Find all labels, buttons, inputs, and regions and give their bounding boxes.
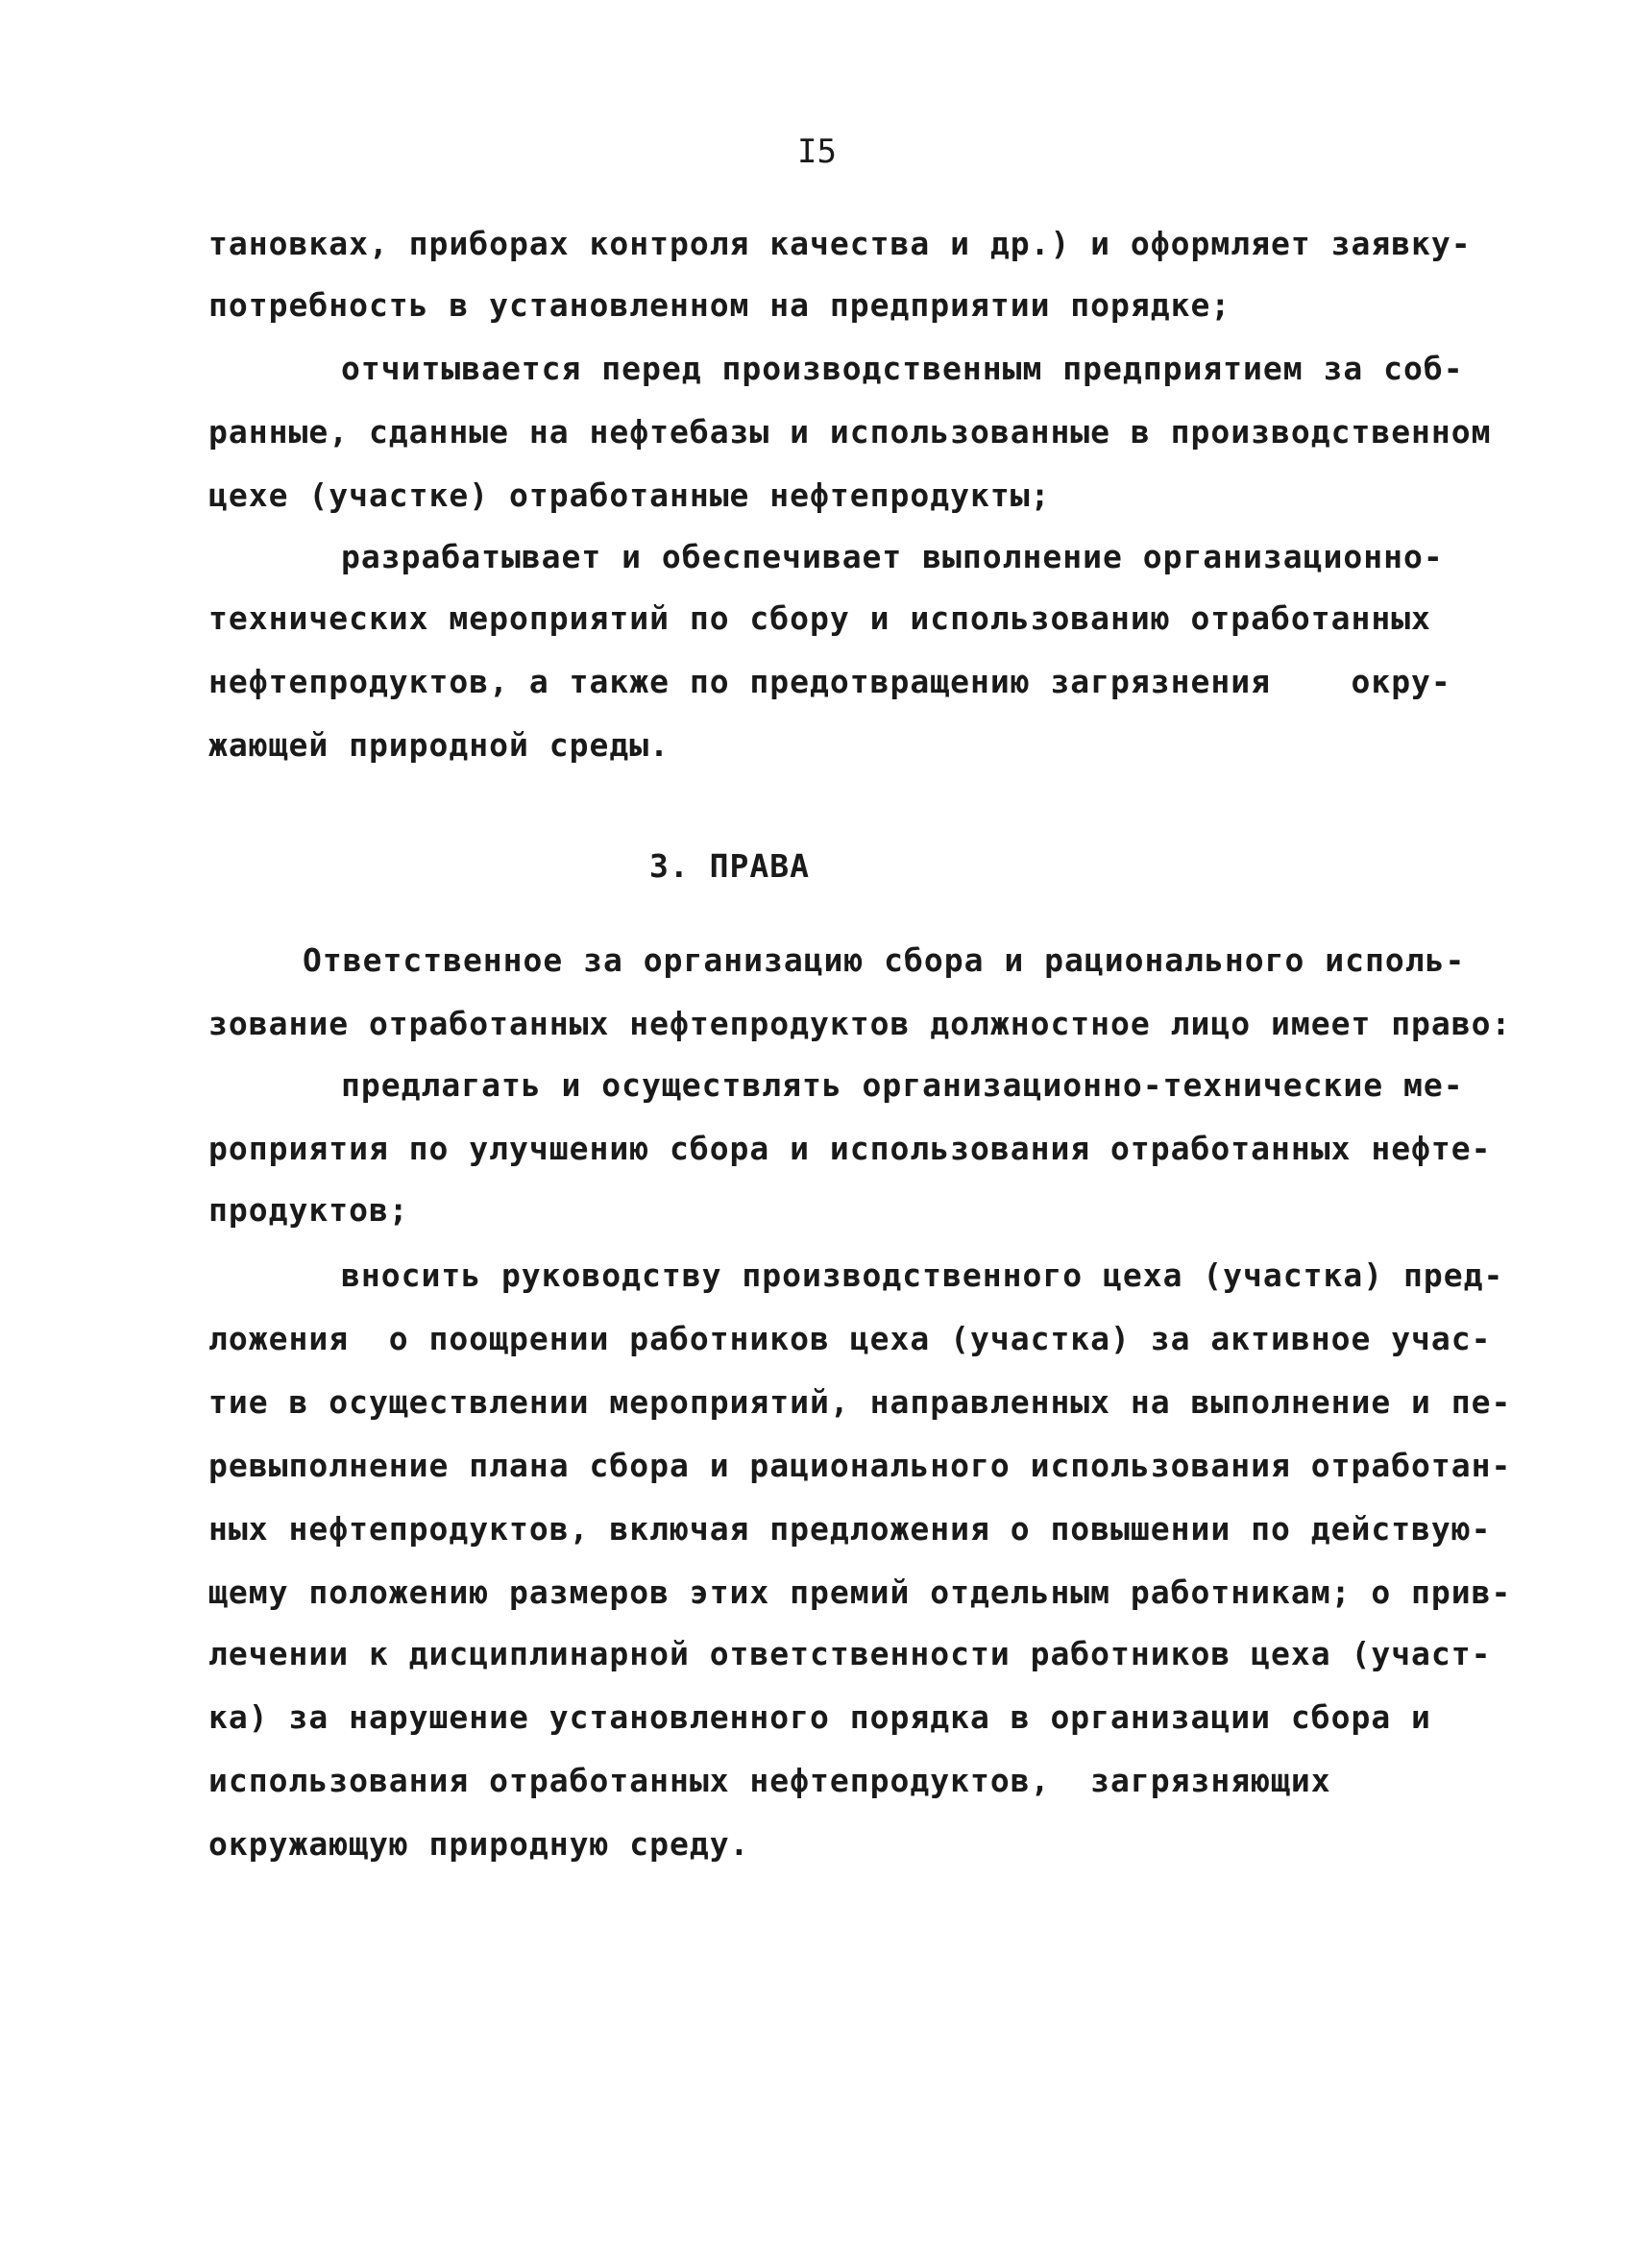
section-heading: 3. ПРАВА (649, 847, 810, 885)
text-line: зование отработанных нефтепродуктов должностное лицо имеет право: (208, 1005, 1512, 1042)
page-number: I5 (797, 133, 837, 171)
text-line: отчитывается перед производственным предприятием за соб- (341, 350, 1464, 387)
text-line: ных нефтепродуктов, включая предложения о повышении по действую- (208, 1510, 1492, 1548)
text-line: разрабатывает и обеспечивает выполнение организационно- (341, 538, 1444, 575)
text-line: продуктов; (208, 1191, 409, 1229)
text-line: предлагать и осуществлять организационно-технические ме- (341, 1066, 1464, 1104)
text-line: щему положению размеров этих премий отдельным работникам; о прив- (208, 1573, 1512, 1611)
text-line: Ответственное за организацию сбора и рационального исполь- (303, 941, 1466, 979)
text-line: окружающую природную среду. (208, 1825, 750, 1863)
text-line: жающей природной среды. (208, 726, 670, 764)
text-line: роприятия по улучшению сбора и использования отработанных нефте- (208, 1130, 1492, 1167)
text-line: ложения о поощрении работников цеха (участка) за активное учас- (208, 1320, 1492, 1357)
text-line: ревыполнение плана сбора и рационального использования отработан- (208, 1447, 1512, 1484)
text-line: технических мероприятий по сбору и использованию отработанных (208, 599, 1431, 637)
text-line: потребность в установленном на предприятии порядке; (208, 286, 1231, 324)
text-line: лечении к дисциплинарной ответственности работников цеха (участ- (208, 1635, 1492, 1672)
text-line: нефтепродуктов, а также по предотвращению загрязнения окру- (208, 663, 1451, 700)
text-line: тие в осуществлении мероприятий, направленных на выполнение и пе- (208, 1383, 1512, 1421)
text-line: цехе (участке) отработанные нефтепродукты; (208, 476, 1051, 514)
text-line: использования отработанных нефтепродуктов, загрязняющих (208, 1762, 1331, 1799)
text-line: ка) за нарушение установленного порядка в организации сбора и (208, 1698, 1431, 1736)
text-line: вносить руководству производственного цеха (участка) пред- (341, 1256, 1504, 1294)
text-line: тановках, приборах контроля качества и др.) и оформляет заявку- (208, 225, 1472, 262)
text-line: ранные, сданные на нефтебазы и использованные в производственном (208, 413, 1492, 451)
